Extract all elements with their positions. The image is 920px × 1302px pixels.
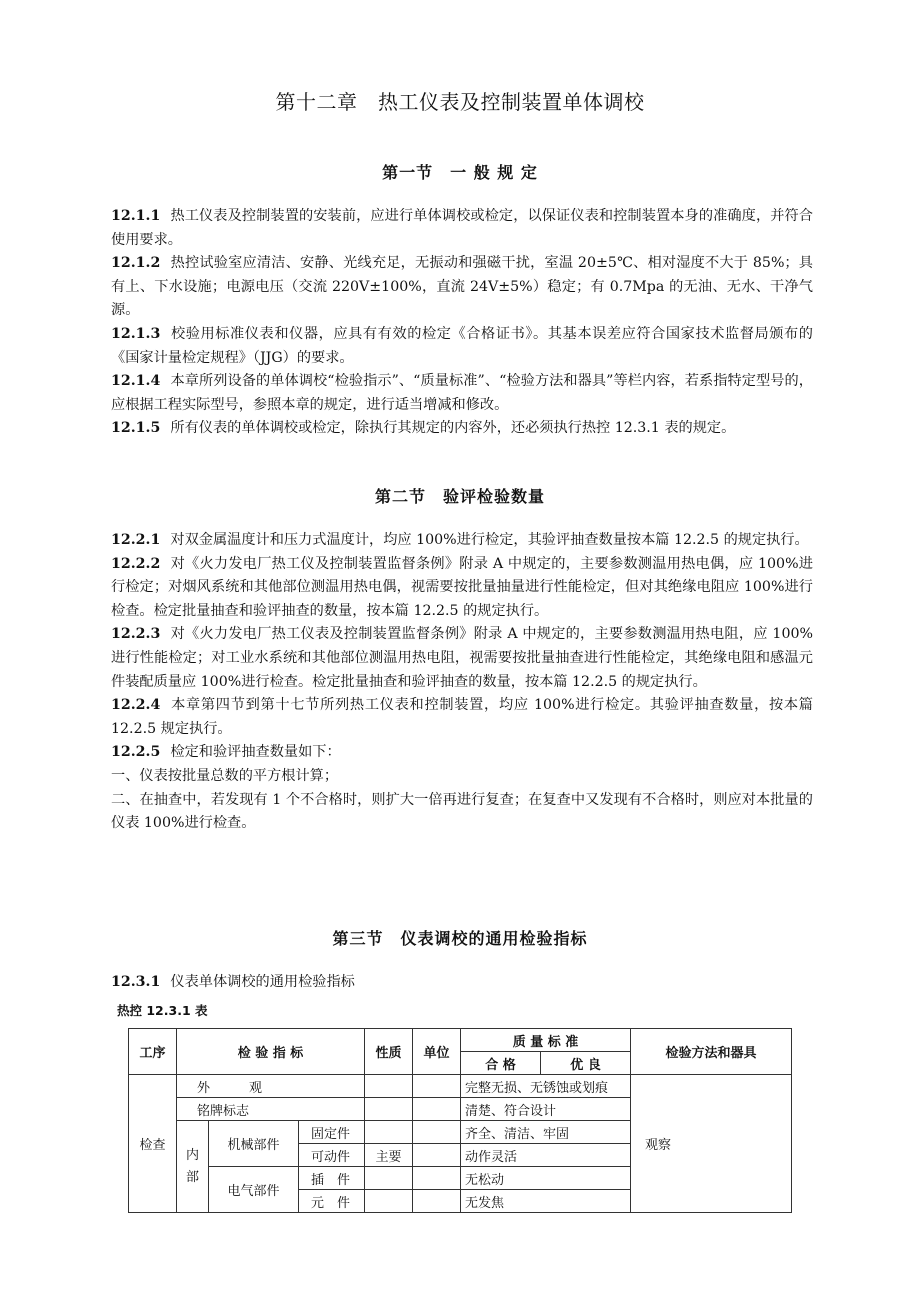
sub-item-2: 二、在抽查中，若发现有 1 个不合格时，则扩大一倍再进行复查；在复查中又发现有不合格时，则应对本批量的仪表 100%进行检查。 [111, 791, 813, 832]
cell-method: 观察 [631, 1075, 792, 1213]
cell-movable-qualified: 动作灵活 [461, 1144, 631, 1167]
chapter-title: 第十二章 热工仪表及控制装置单体调校 [275, 90, 645, 114]
header-quality: 质 量 标 准 [461, 1029, 631, 1052]
cell-fixed: 固定件 [299, 1121, 365, 1144]
header-nature: 性质 [365, 1029, 413, 1075]
clause-12-1-1: 12.1.1 热工仪表及控制装置的安装前，应进行单体调校或检定，以保证仪表和控制装置本身的准确度，并符合使用要求。 [111, 208, 813, 248]
table-row [129, 1075, 792, 1098]
clause-12-2-4: 12.2.4 本章第四节到第十七节所列热工仪表和控制装置，均应 100%进行检定。其验评抽查数量，按本篇 12.2.5 规定执行。 [111, 697, 813, 737]
header-excellent: 优 良 [541, 1052, 631, 1075]
cell-nameplate: 铭牌标志 [177, 1098, 365, 1121]
section-1-title: 第一节 一 般 规 定 [382, 163, 538, 182]
cell-electrical: 电气部件 [209, 1167, 299, 1213]
table-caption: 热控 12.3.1 表 [117, 1003, 208, 1018]
cell-component: 元 件 [299, 1190, 365, 1213]
cell-movable: 可动件 [299, 1144, 365, 1167]
cell-movable-nature: 主要 [365, 1144, 413, 1167]
clause-12-1-2: 12.1.2 热控试验室应清洁、安静、光线充足，无振动和强磁干扰，室温 20±5℃、相对湿度不大于 85%；具有上、下水设施；电源电压（交流 220V±100%，直流 24V±5%）稳定；有 0.7Mpa 的无油、无水、干净气源。 [111, 255, 813, 319]
clause-12-2-3: 12.2.3 对《火力发电厂热工仪表及控制装置监督条例》附录 A 中规定的，主要参数测温用热电阻，应 100%进行性能检定；对工业水系统和其他部位测温用热电阻，视需要按批量抽查进行性能检定，其绝缘电阻和感温元件装配质量应 100%进行检查。检定批量抽查和验评抽查的数量，按本篇 12.2.5 的规定执行。 [111, 626, 813, 690]
cell-fixed-qualified: 齐全、清洁、牢固 [461, 1121, 631, 1144]
section-2-body [111, 529, 813, 836]
clause-12-1-3: 12.1.3 校验用标准仪表和仪器，应具有有效的检定《合格证书》。其基本误差应符合国家技术监督局颁布的《国家计量检定规程》（JJG）的要求。 [111, 325, 813, 366]
cell-inner: 内部 [177, 1121, 209, 1213]
table-header-row-1 [129, 1029, 792, 1052]
header-unit: 单位 [413, 1029, 461, 1075]
section-3-body [111, 971, 813, 995]
clause-12-2-2: 12.2.2 对《火力发电厂热工仪及控制装置监督条例》附录 A 中规定的，主要参数测温用热电偶，应 100%进行检定；对烟风系统和其他部位测温用热电偶，视需要按批量抽量进行性能检定，但对其绝缘电阻应 100%进行检查。检定批量抽查和验评抽查的数量，按本篇 12.2.5 的规定执行。 [111, 555, 813, 619]
header-process: 工序 [129, 1029, 177, 1075]
cell-plugin-qualified: 无松动 [461, 1167, 631, 1190]
cell-appearance: 外 观 [177, 1075, 365, 1098]
clause-12-1-5: 12.1.5 所有仪表的单体调校或检定，除执行其规定的内容外，还必须执行热控 12.3.1 表的规定。 [111, 420, 736, 437]
cell-process: 检查 [129, 1075, 177, 1213]
section-3-title: 第三节 仪表调校的通用检验指标 [332, 929, 588, 948]
clause-12-2-5: 12.2.5 检定和验评抽查数量如下： [111, 744, 341, 761]
cell-appearance-qualified: 完整无损、无锈蚀或划痕 [461, 1075, 631, 1098]
clause-12-3-1: 12.3.1 仪表单体调校的通用检验指标 [111, 974, 355, 990]
section-1-body [111, 205, 813, 441]
cell-plugin: 插 件 [299, 1167, 365, 1190]
clause-12-1-4: 12.1.4 本章所列设备的单体调校“检验指示”、“质量标准”、“检验方法和器具”等栏内容，若系指特定型号的，应根据工程实际型号，参照本章的规定，进行适当增减和修改。 [111, 373, 813, 413]
header-method: 检验方法和器具 [631, 1029, 792, 1075]
header-indicator: 检 验 指 标 [177, 1029, 365, 1075]
header-qualified: 合 格 [461, 1052, 541, 1075]
cell-mechanical: 机械部件 [209, 1121, 299, 1167]
section-2-title: 第二节 验评检验数量 [374, 487, 545, 506]
cell-component-qualified: 无发焦 [461, 1190, 631, 1213]
inspection-table [128, 1028, 792, 1213]
cell-nameplate-qualified: 清楚、符合设计 [461, 1098, 631, 1121]
sub-item-1: 一、仪表按批量总数的平方根计算； [111, 767, 339, 784]
clause-12-2-1: 12.2.1 对双金属温度计和压力式温度计，均应 100%进行检定，其验评抽查数量按本篇 12.2.5 的规定执行。 [111, 532, 809, 548]
